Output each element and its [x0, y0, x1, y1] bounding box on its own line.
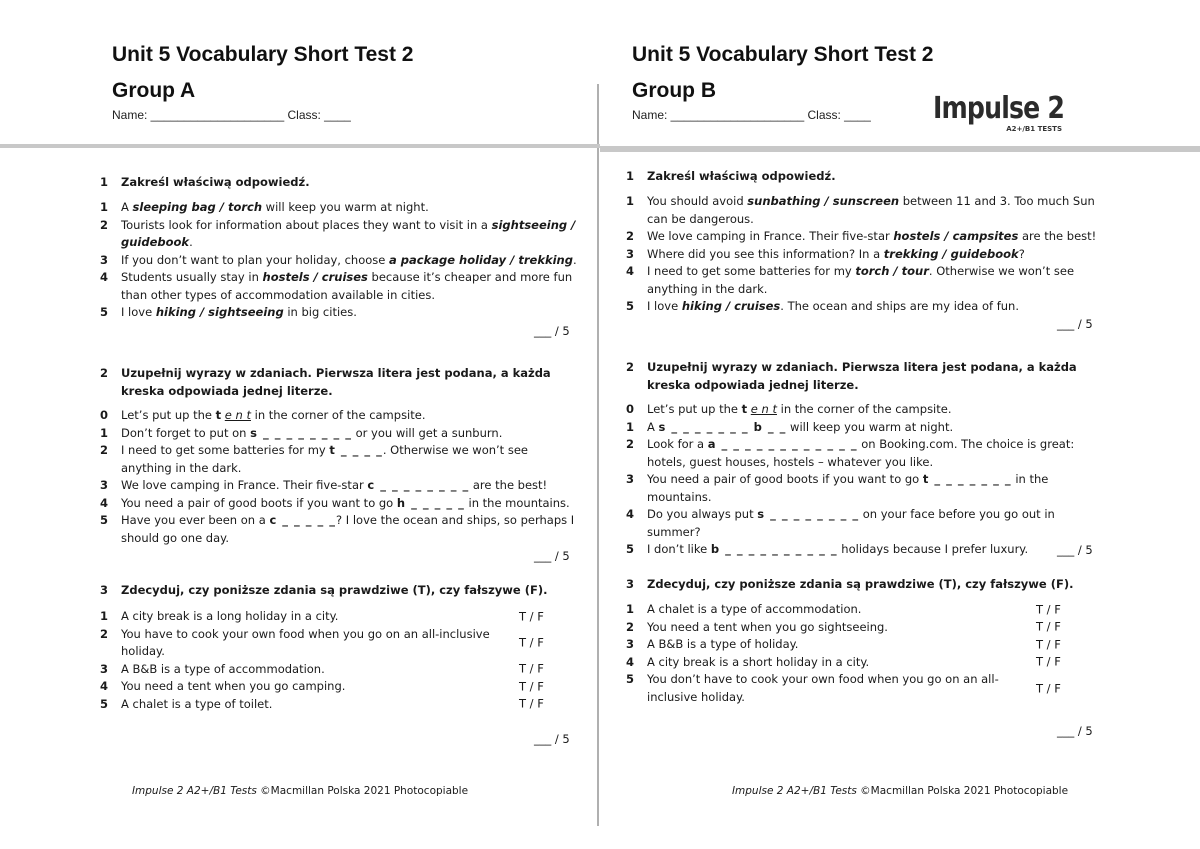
list-item: 5 I don’t like b _ _ _ _ _ _ _ _ _ _ holidays because I prefer luxury. [626, 542, 1029, 556]
answer-choice[interactable]: hiking / cruises [681, 299, 781, 313]
exercise-2-heading [626, 359, 1106, 394]
list-item: 5 I love hiking / sightseeing in big cities. [100, 305, 357, 319]
answer-choice[interactable]: sightseeing / guidebook [121, 217, 576, 249]
list-item: 2 Tourists look for information about places they want to visit in a sightseeing / guidebook. [100, 217, 576, 249]
answer-choice[interactable]: hostels / campsites [893, 229, 1019, 243]
answer-choice[interactable]: hiking / sightseeing [155, 305, 284, 319]
true-false-choice[interactable]: T / F [1036, 637, 1061, 651]
header-divider [0, 144, 600, 148]
answer-choice[interactable]: trekking / guidebook [883, 246, 1019, 261]
true-false-choice[interactable]: T / F [519, 609, 544, 623]
list-item: 1 You should avoid sunbathing / sunscreen between 11 and 3. Too much Sun can be dangerous. [626, 194, 1095, 226]
exercise-number: 2 [100, 366, 109, 380]
list-item: 1 Don’t forget to put on s _ _ _ _ _ _ _ _ or you will get a sunburn. [100, 425, 503, 440]
answer-choice[interactable]: a package holiday / trekking [389, 252, 573, 267]
exercise-3-items [626, 601, 1106, 706]
exercise-number: 1 [626, 169, 635, 183]
group-heading: Group A [112, 79, 196, 102]
list-item: 4 A city break is a short holiday in a city. T / F [626, 654, 1106, 672]
list-item: 5 Have you ever been on a c _ _ _ _ _? I love the ocean and ships, so perhaps I should go one day. [100, 513, 575, 545]
fill-blank[interactable]: c _ _ _ _ _ [269, 513, 337, 527]
list-item: 1 A sleeping bag / torch will keep you warm at night. [100, 200, 429, 214]
fill-blank[interactable]: s _ _ _ _ _ _ _ b _ _ [658, 419, 787, 434]
list-item: 1 A s _ _ _ _ _ _ _ b _ _ will keep you warm at night. [626, 419, 954, 434]
true-false-choice[interactable]: T / F [519, 635, 544, 650]
list-item: 3 A B&B is a type of accommodation. T / F [100, 661, 580, 679]
fill-blank[interactable]: c _ _ _ _ _ _ _ _ [367, 478, 470, 492]
page-footer: Impulse 2 A2+/B1 Tests ©Macmillan Polska 2021 Photocopiable [731, 785, 1069, 797]
exercise-1-items [100, 199, 580, 322]
exercise-1-items [626, 193, 1106, 316]
list-item: 2 Look for a a _ _ _ _ _ _ _ _ _ _ _ _ on Booking.com. The choice is great: hotels, guest houses, hostels – whatever you like. [626, 437, 1075, 469]
page-footer: Impulse 2 A2+/B1 Tests ©Macmillan Polska 2021 Photocopiable [131, 785, 469, 797]
true-false-choice[interactable]: T / F [1036, 654, 1061, 669]
list-item: 2 We love camping in France. Their five-star hostels / campsites are the best! [626, 229, 1097, 243]
list-item: 4 You need a pair of good boots if you want to go h _ _ _ _ _ in the mountains. [100, 495, 570, 510]
exercise-2-heading [100, 365, 580, 400]
list-item: 1 A chalet is a type of accommodation. T / F [626, 601, 1106, 619]
true-false-choice[interactable]: T / F [1036, 680, 1061, 695]
list-item: 3 You need a pair of good boots if you want to go t _ _ _ _ _ _ _ in the mountains. [626, 472, 1049, 504]
exercise-3-heading [100, 582, 580, 600]
fill-blank[interactable]: b _ _ _ _ _ _ _ _ _ _ [710, 542, 838, 556]
exercise-instruction: Zdecyduj, czy poniższe zdania są prawdziwe (T), czy fałszywe (F). [647, 577, 1074, 591]
answer-choice[interactable]: hostels / cruises [262, 270, 368, 284]
list-item: 2 I need to get some batteries for my t _ _ _ _. Otherwise we won’t see anything in the dark. [100, 443, 528, 475]
list-item: 3 Where did you see this information? In a trekking / guidebook? [626, 246, 1025, 261]
exercise-number: 2 [626, 360, 635, 374]
fill-blank[interactable]: a _ _ _ _ _ _ _ _ _ _ _ _ [707, 437, 858, 451]
true-false-choice[interactable]: T / F [1036, 619, 1061, 634]
true-false-choice[interactable]: T / F [519, 696, 544, 711]
name-class-line: Name: ____________________ Class: ____ [112, 108, 351, 122]
list-item: 2 You need a tent when you go sightseeing. T / F [626, 619, 1106, 637]
true-false-choice[interactable]: T / F [519, 679, 544, 693]
exercise-instruction: Zakreśl właściwą odpowiedź. [121, 175, 310, 189]
exercise-number: 1 [100, 175, 109, 189]
answer-choice[interactable]: torch / tour [855, 264, 929, 278]
list-item: 5 I love hiking / cruises. The ocean and ships are my idea of fun. [626, 299, 1019, 313]
list-item: 4 You need a tent when you go camping. T / F [100, 678, 580, 696]
score-box: ___ / 5 [1057, 317, 1093, 331]
name-class-line: Name: ____________________ Class: ____ [632, 108, 871, 122]
exercise-2-items [626, 401, 1106, 559]
list-item: 2 You have to cook your own food when you go on an all-inclusive holiday. T / F [100, 626, 544, 658]
exercise-3-items [100, 608, 580, 713]
list-item: 3 A B&B is a type of holiday. T / F [626, 636, 1106, 654]
exercise-instruction: Zakreśl właściwą odpowiedź. [647, 169, 836, 183]
fill-blank[interactable]: h _ _ _ _ _ [396, 495, 465, 510]
list-item: 4 Students usually stay in hostels / cruises because it’s cheaper and more fun than other types of accommodation available in cities. [100, 270, 573, 302]
list-item: 3 If you don’t want to plan your holiday, choose a package holiday / trekking. [100, 252, 577, 267]
exercise-instruction: Uzupełnij wyrazy w zdaniach. Pierwsza litera jest podana, a każda kreska odpowiada jednej literze. [647, 360, 1077, 392]
score-box: ___ / 5 [534, 732, 570, 746]
test-title: Unit 5 Vocabulary Short Test 2 [632, 43, 934, 66]
list-item: 4 I need to get some batteries for my torch / tour. Otherwise we won’t see anything in the dark. [626, 264, 1075, 296]
list-item: 5 You don’t have to cook your own food when you go on an all-inclusive holiday. T / F [626, 672, 1061, 704]
exercise-3-heading [626, 576, 1106, 594]
header-divider [600, 146, 1200, 152]
list-item: 3 We love camping in France. Their five-star c _ _ _ _ _ _ _ _ are the best! [100, 478, 548, 492]
exercise-number: 3 [626, 577, 635, 591]
score-box: ___ / 5 [1057, 724, 1093, 738]
exercise-instruction: Uzupełnij wyrazy w zdaniach. Pierwsza litera jest podana, a każda kreska odpowiada jednej literze. [121, 366, 551, 398]
true-false-choice[interactable]: T / F [1036, 602, 1061, 616]
answer-choice[interactable]: sunbathing / sunscreen [747, 194, 900, 208]
fill-blank[interactable]: s _ _ _ _ _ _ _ _ [250, 425, 352, 440]
exercise-number: 3 [100, 583, 109, 597]
list-item: 5 A chalet is a type of toilet. T / F [100, 696, 580, 714]
true-false-choice[interactable]: T / F [519, 661, 544, 676]
answer-choice[interactable]: sleeping bag / torch [132, 200, 263, 214]
fill-blank[interactable]: s _ _ _ _ _ _ _ _ [757, 507, 860, 521]
fill-blank[interactable]: t _ _ _ _ _ _ _ [922, 472, 1012, 486]
test-sheet-group-b [600, 0, 1200, 849]
score-box: ___ / 5 [1057, 543, 1093, 557]
test-title: Unit 5 Vocabulary Short Test 2 [112, 43, 414, 66]
group-heading: Group B [632, 79, 716, 102]
example-item: 0 Let’s put up the t e n t in the corner of the campsite. [626, 402, 952, 416]
list-item: 1 A city break is a long holiday in a city. T / F [100, 608, 580, 626]
exercise-2-items [100, 407, 580, 547]
exercise-1-heading [100, 174, 580, 192]
score-box: ___ / 5 [534, 324, 570, 338]
exercise-1-heading [626, 168, 1106, 186]
exercise-instruction: Zdecyduj, czy poniższe zdania są prawdziwe (T), czy fałszywe (F). [121, 583, 548, 597]
example-item: 0 Let’s put up the t e n t in the corner of the campsite. [100, 408, 426, 422]
list-item: 4 Do you always put s _ _ _ _ _ _ _ _ on your face before you go out in summer? [626, 507, 1055, 539]
impulse-2-logo: Impulse 2 A2+/B1 TESTS [932, 91, 1064, 133]
fill-blank[interactable]: t _ _ _ _ [329, 443, 383, 457]
score-box: ___ / 5 [534, 549, 570, 563]
